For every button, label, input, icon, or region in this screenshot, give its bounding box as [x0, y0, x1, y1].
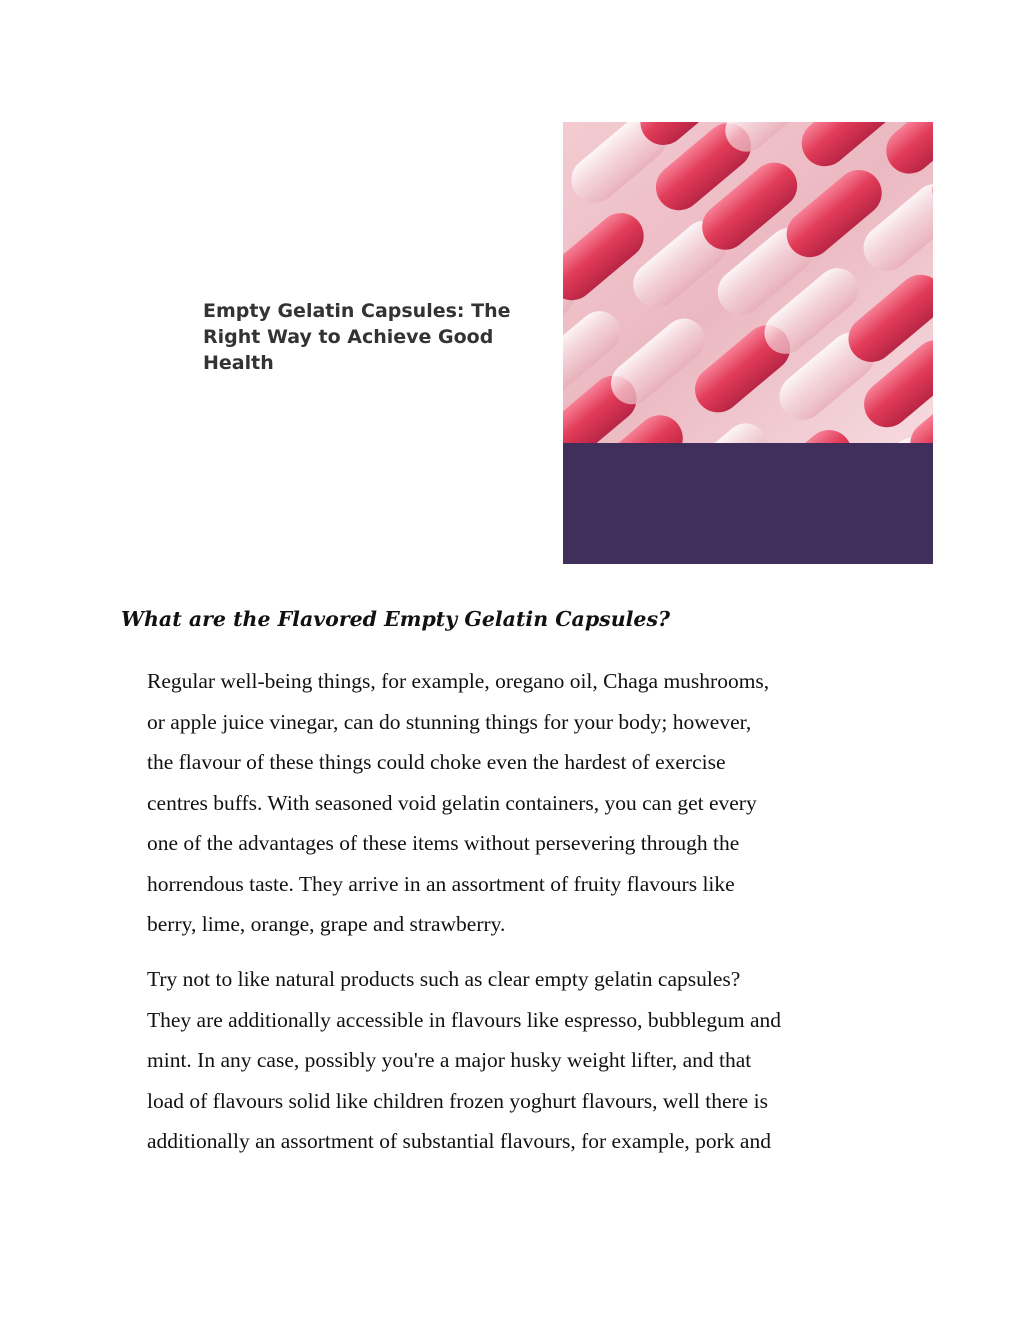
paragraph-line: mint. In any case, possibly you're a major husky weight lifter, and that: [147, 1048, 752, 1072]
paragraph-line: load of flavours solid like children frozen yoghurt flavours, well there is: [147, 1088, 768, 1113]
paragraph-line: They are additionally accessible in flavours like espresso, bubblegum and: [147, 1007, 782, 1032]
capsules-photo: [563, 122, 933, 564]
paragraph-line: or apple juice vinegar, can do stunning things for your body; however,: [147, 709, 752, 734]
paragraph-line: one of the advantages of these items without persevering through the: [147, 831, 740, 855]
paragraph-line: berry, lime, orange, grape and strawberry.: [147, 912, 506, 936]
purple-panel: [563, 443, 933, 564]
paragraph-line: additionally an assortment of substantial flavours, for example, pork and: [147, 1129, 771, 1153]
cover-title-line: Right Way to Achieve Good: [203, 326, 494, 348]
paragraph-2: [147, 959, 887, 1162]
cover-title-line: Empty Gelatin Capsules: The: [203, 300, 511, 322]
paragraph-1: [147, 661, 887, 945]
cover-title-line: Health: [203, 352, 274, 374]
cover-title: [203, 298, 533, 376]
section-heading: What are the Flavored Empty Gelatin Capsules?: [121, 607, 671, 631]
paragraph-line: centres buffs. With seasoned void gelatin containers, you can get every: [147, 790, 757, 815]
paragraph-line: Try not to like natural products such as clear empty gelatin capsules?: [147, 967, 741, 991]
paragraph-line: the flavour of these things could choke even the hardest of exercise: [147, 750, 726, 774]
paragraph-line: horrendous taste. They arrive in an assortment of fruity flavours like: [147, 871, 735, 896]
cover-image: [563, 122, 933, 564]
paragraph-line: Regular well-being things, for example, oregano oil, Chaga mushrooms,: [147, 669, 770, 693]
